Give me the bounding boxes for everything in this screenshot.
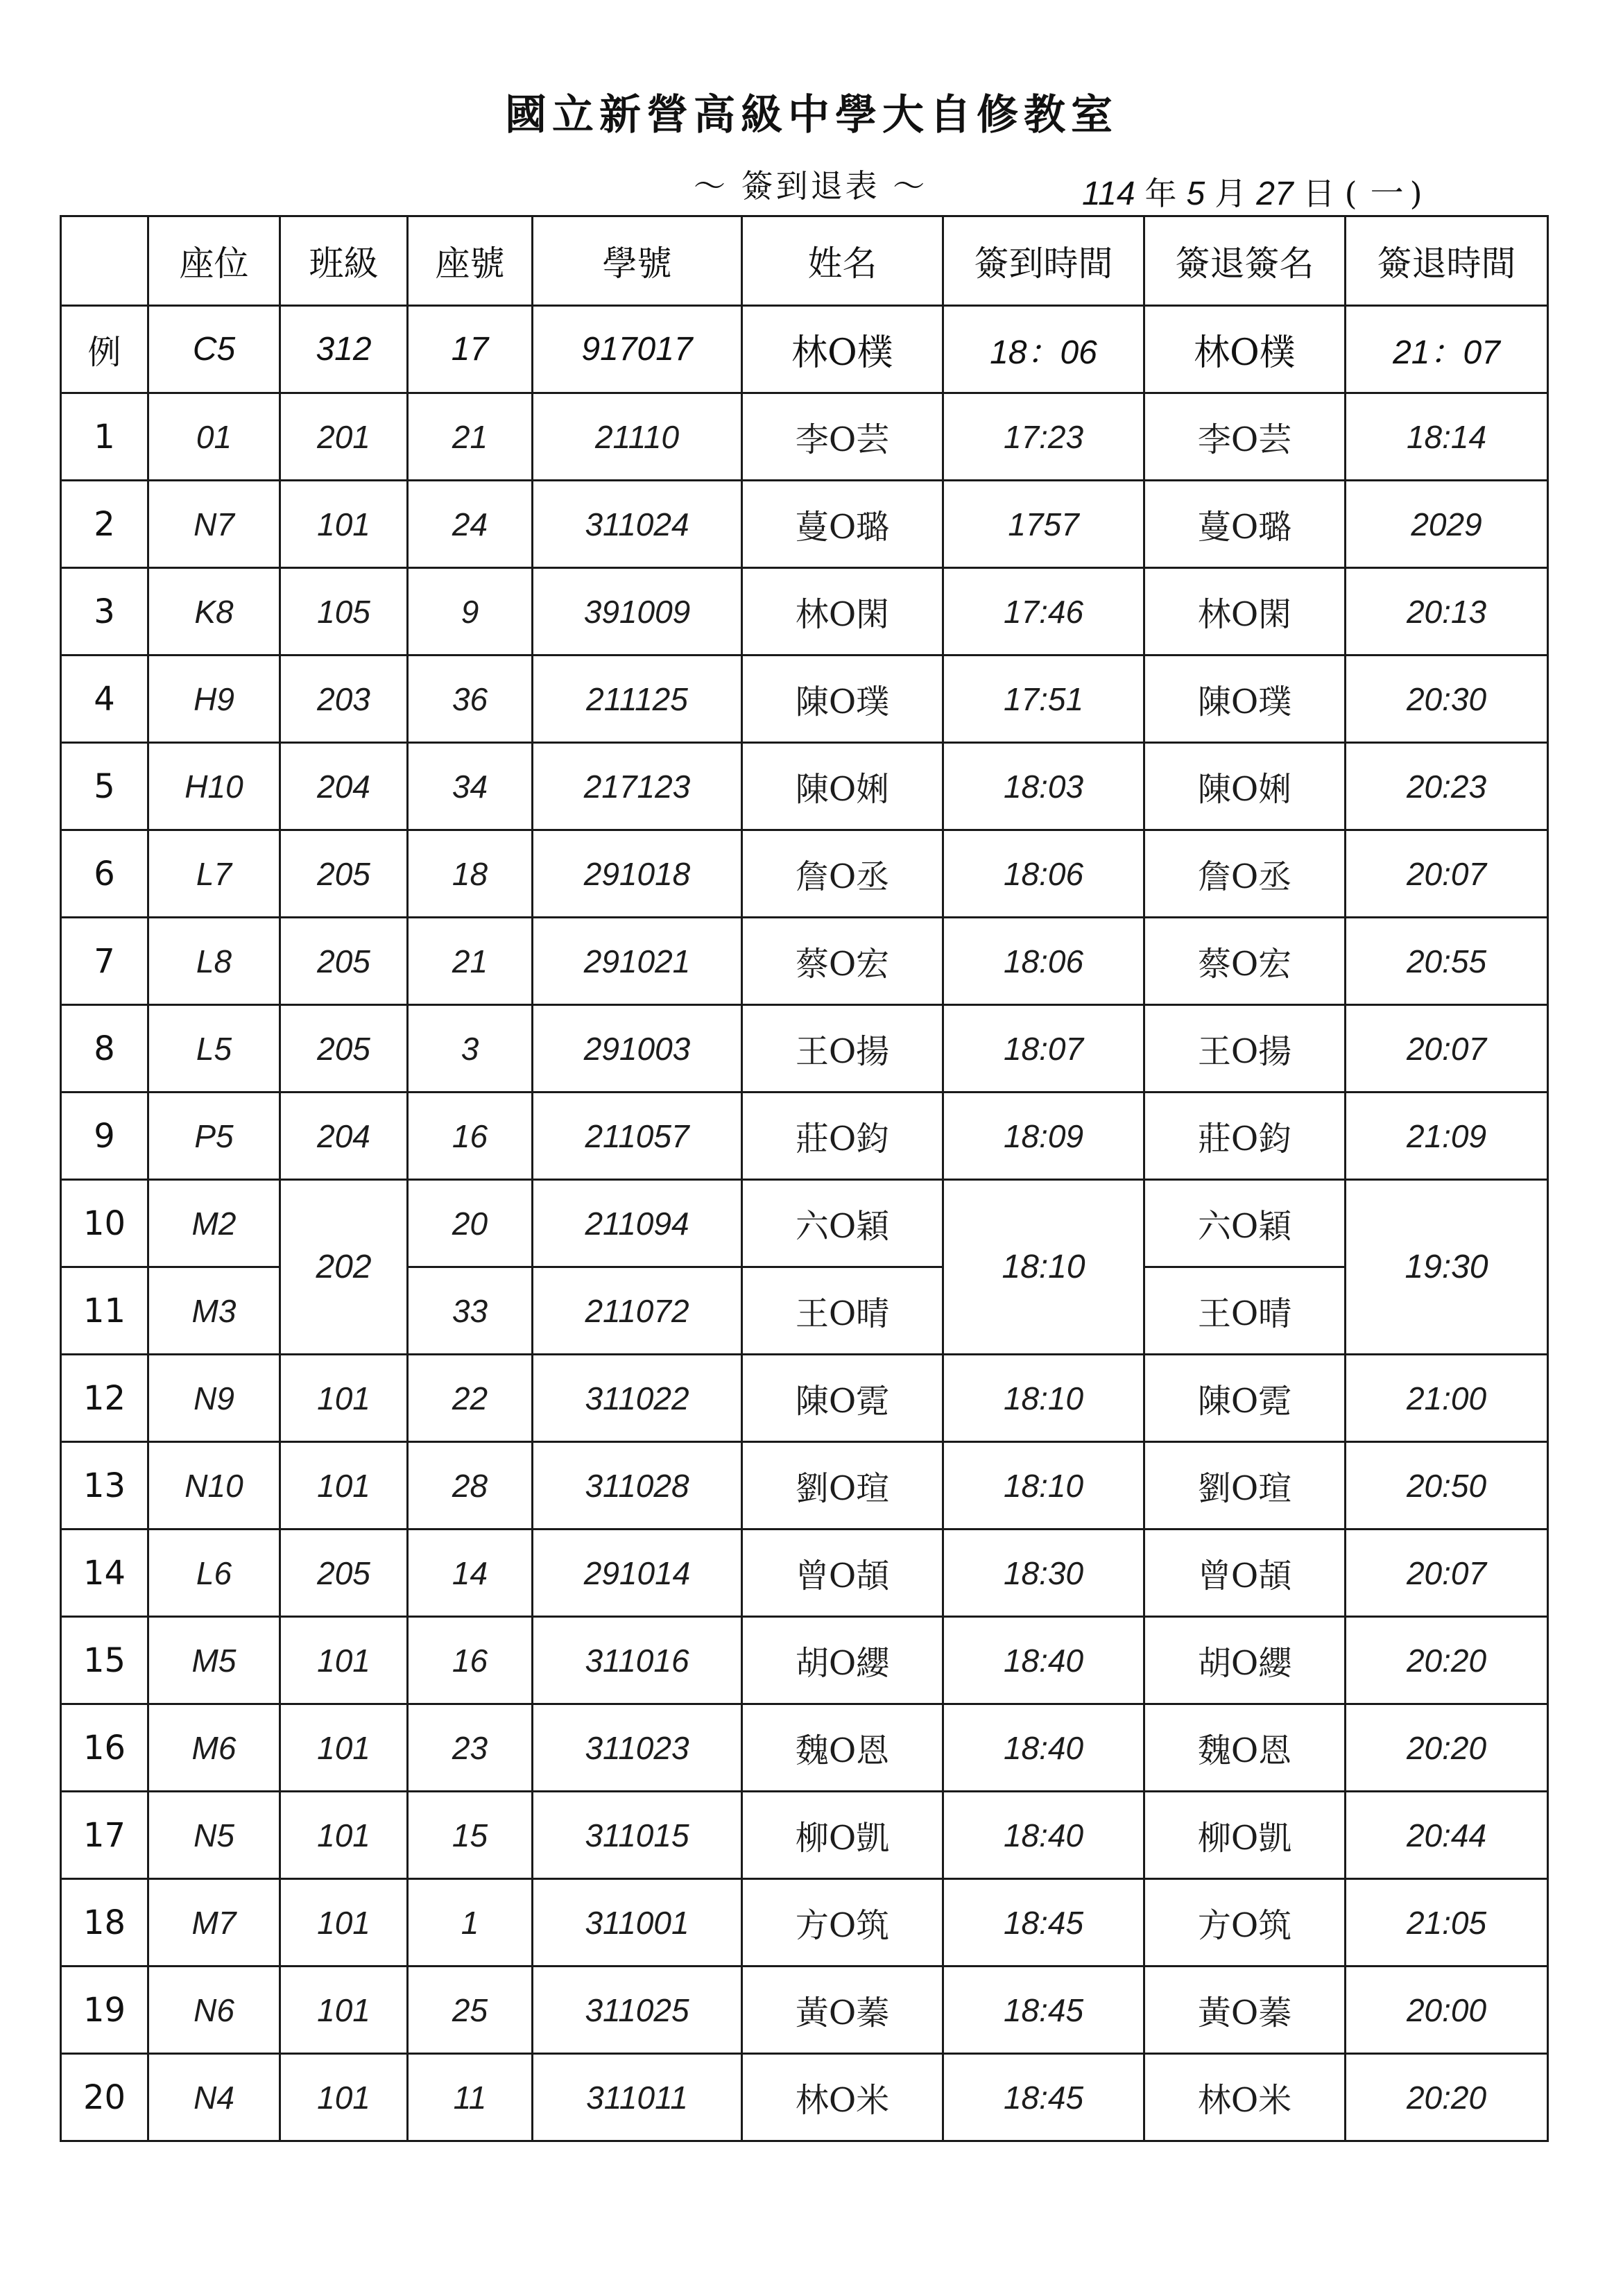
name-cell: 王O晴 [742,1267,943,1355]
sign-in-time-cell: 18:09 [943,1093,1144,1180]
sign-out-time-cell: 21:09 [1346,1093,1548,1180]
table-row [61,481,1548,568]
seat-no-cell: 20 [408,1180,533,1267]
class-cell: 204 [280,1093,408,1180]
sign-in-time-cell: 18:06 [943,918,1144,1005]
row-number: 10 [61,1180,148,1267]
name-cell: 李O芸 [742,393,943,481]
class-cell: 205 [280,1530,408,1617]
seat-cell: H9 [148,656,280,743]
name-cell: 柳O凱 [742,1792,943,1879]
sign-in-time-cell: 1757 [943,481,1144,568]
student-id-cell: 211094 [533,1180,742,1267]
seat-cell: M2 [148,1180,280,1267]
seat-cell: M7 [148,1879,280,1967]
seat-cell: P5 [148,1093,280,1180]
sign-in-time-cell: 17:46 [943,568,1144,656]
seat-no-cell: 11 [408,2054,533,2141]
name-cell: 陳O璞 [742,656,943,743]
table-row [61,393,1548,481]
sign-out-time-cell: 20:07 [1346,1005,1548,1093]
row-number: 9 [61,1093,148,1180]
class-cell: 205 [280,830,408,918]
name-cell: 胡O纓 [742,1617,943,1704]
sign-out-name-cell: 陳O娳 [1144,743,1346,830]
sign-out-name-cell: 黃O蓁 [1144,1967,1346,2054]
row-number: 20 [61,2054,148,2141]
sign-in-time-cell: 18:45 [943,1879,1144,1967]
sign-out-time-cell: 18:14 [1346,393,1548,481]
example-sign-out: 21：07 [1346,306,1548,393]
name-cell: 詹O丞 [742,830,943,918]
date-weekday-close: ) [1409,175,1423,212]
seat-cell: K8 [148,568,280,656]
seat-cell: M5 [148,1617,280,1704]
date-day-label: 日 [1303,175,1335,212]
col-header-sign-in-time: 簽到時間 [943,216,1144,306]
row-number: 3 [61,568,148,656]
class-cell-merged: 202 [280,1180,408,1355]
sign-out-name-cell: 陳O霓 [1144,1355,1346,1442]
sign-out-name-cell: 陳O璞 [1144,656,1346,743]
sign-out-name-cell: 方O筑 [1144,1879,1346,1967]
seat-cell: N9 [148,1355,280,1442]
seat-cell: M6 [148,1704,280,1792]
sign-out-time-cell: 2029 [1346,481,1548,568]
sign-in-time-cell: 18:45 [943,2054,1144,2141]
seat-cell: L5 [148,1005,280,1093]
seat-no-cell: 23 [408,1704,533,1792]
sign-in-table [60,215,1549,2142]
sign-out-time-cell: 20:00 [1346,1967,1548,2054]
sign-out-name-cell: 劉O瑄 [1144,1442,1346,1530]
table-row [61,1005,1548,1093]
name-cell: 林O米 [742,2054,943,2141]
student-id-cell: 291021 [533,918,742,1005]
class-cell: 101 [280,1879,408,1967]
sign-out-name-cell: 蔡O宏 [1144,918,1346,1005]
date-year-label: 年 [1144,175,1177,212]
student-id-cell: 291018 [533,830,742,918]
name-cell: 蔓O璐 [742,481,943,568]
col-header-name: 姓名 [742,216,943,306]
sign-in-time-cell: 18:40 [943,1792,1144,1879]
table-row [61,1617,1548,1704]
seat-cell: M3 [148,1267,280,1355]
table-row [61,1093,1548,1180]
sign-in-time-cell: 18:10 [943,1355,1144,1442]
row-number: 19 [61,1967,148,2054]
sign-out-name-cell: 林O米 [1144,2054,1346,2141]
row-number: 6 [61,830,148,918]
class-cell: 105 [280,568,408,656]
table-row [61,1180,1548,1267]
name-cell: 曾O頡 [742,1530,943,1617]
date-month: 5 [1186,175,1205,212]
sign-out-time-cell: 20:20 [1346,1704,1548,1792]
col-header-sign-out-time: 簽退時間 [1346,216,1548,306]
row-number: 1 [61,393,148,481]
seat-no-cell: 14 [408,1530,533,1617]
example-seat-no: 17 [408,306,533,393]
class-cell: 204 [280,743,408,830]
class-cell: 101 [280,1355,408,1442]
seat-cell: N5 [148,1792,280,1879]
student-id-cell: 311015 [533,1792,742,1879]
seat-cell: L8 [148,918,280,1005]
row-number: 12 [61,1355,148,1442]
class-cell: 101 [280,1442,408,1530]
sign-out-name-cell: 李O芸 [1144,393,1346,481]
seat-no-cell: 9 [408,568,533,656]
class-cell: 101 [280,481,408,568]
date-month-label: 月 [1214,175,1247,212]
table-row [61,1879,1548,1967]
sign-out-name-cell: 曾O頡 [1144,1530,1346,1617]
student-id-cell: 311024 [533,481,742,568]
date-weekday-open: ( [1344,175,1357,212]
seat-cell: N4 [148,2054,280,2141]
row-number: 16 [61,1704,148,1792]
class-cell: 101 [280,1967,408,2054]
seat-no-cell: 3 [408,1005,533,1093]
sign-out-time-cell-merged: 19:30 [1346,1180,1548,1355]
sign-out-name-cell: 王O晴 [1144,1267,1346,1355]
student-id-cell: 311025 [533,1967,742,2054]
class-cell: 101 [280,1792,408,1879]
sign-in-time-cell: 17:23 [943,393,1144,481]
student-id-cell: 311011 [533,2054,742,2141]
name-cell: 黃O蓁 [742,1967,943,2054]
seat-no-cell: 34 [408,743,533,830]
table-row [61,918,1548,1005]
table-row [61,1967,1548,2054]
table-row [61,1704,1548,1792]
sign-in-time-cell: 17:51 [943,656,1144,743]
name-cell: 魏O恩 [742,1704,943,1792]
seat-no-cell: 24 [408,481,533,568]
student-id-cell: 311028 [533,1442,742,1530]
sign-out-time-cell: 20:20 [1346,2054,1548,2141]
seat-no-cell: 16 [408,1093,533,1180]
sign-in-time-cell: 18:06 [943,830,1144,918]
example-name: 林O樸 [742,306,943,393]
example-student-id: 917017 [533,306,742,393]
sign-out-time-cell: 20:07 [1346,830,1548,918]
sign-out-time-cell: 20:55 [1346,918,1548,1005]
example-sign-in: 18：06 [943,306,1144,393]
student-id-cell: 211072 [533,1267,742,1355]
sign-out-time-cell: 20:13 [1346,568,1548,656]
col-header-sign-out-name: 簽退簽名 [1144,216,1346,306]
seat-cell: L6 [148,1530,280,1617]
name-cell: 王O揚 [742,1005,943,1093]
sign-in-time-cell: 18:03 [943,743,1144,830]
student-id-cell: 211125 [533,656,742,743]
class-cell: 101 [280,1704,408,1792]
class-cell: 201 [280,393,408,481]
name-cell: 莊O鈞 [742,1093,943,1180]
row-number: 8 [61,1005,148,1093]
class-cell: 101 [280,1617,408,1704]
sign-out-name-cell: 魏O恩 [1144,1704,1346,1792]
example-class: 312 [280,306,408,393]
sign-out-name-cell: 胡O纓 [1144,1617,1346,1704]
sign-out-name-cell: 莊O鈞 [1144,1093,1346,1180]
seat-no-cell: 25 [408,1967,533,2054]
seat-cell: N6 [148,1967,280,2054]
name-cell: 陳O霓 [742,1355,943,1442]
row-number: 7 [61,918,148,1005]
sign-out-name-cell: 詹O丞 [1144,830,1346,918]
table-row [61,568,1548,656]
table-row [61,1442,1548,1530]
sign-out-time-cell: 20:23 [1346,743,1548,830]
sign-out-time-cell: 21:05 [1346,1879,1548,1967]
sign-out-time-cell: 20:50 [1346,1442,1548,1530]
table-row [61,830,1548,918]
name-cell: 林O閑 [742,568,943,656]
sign-out-name-cell: 王O揚 [1144,1005,1346,1093]
sign-out-time-cell: 21:00 [1346,1355,1548,1442]
sign-out-name-cell: 六O穎 [1144,1180,1346,1267]
sign-out-name-cell: 蔓O璐 [1144,481,1346,568]
col-header-seat: 座位 [148,216,280,306]
row-number: 4 [61,656,148,743]
row-number: 11 [61,1267,148,1355]
header-row [61,216,1548,306]
row-number: 14 [61,1530,148,1617]
example-label: 例 [61,306,148,393]
date-day: 27 [1256,175,1294,212]
table-row [61,1792,1548,1879]
seat-no-cell: 21 [408,918,533,1005]
col-header-index [61,216,148,306]
table-row [61,743,1548,830]
seat-no-cell: 21 [408,393,533,481]
sign-in-time-cell-merged: 18:10 [943,1180,1144,1355]
class-cell: 203 [280,656,408,743]
seat-cell: 01 [148,393,280,481]
sign-out-name-cell: 林O閑 [1144,568,1346,656]
col-header-seat-no: 座號 [408,216,533,306]
example-seat: C5 [148,306,280,393]
date-year: 114 [1082,175,1135,212]
table-row [61,656,1548,743]
sign-in-time-cell: 18:10 [943,1442,1144,1530]
col-header-student-id: 學號 [533,216,742,306]
name-cell: 六O穎 [742,1180,943,1267]
sign-in-time-cell: 18:40 [943,1704,1144,1792]
student-id-cell: 217123 [533,743,742,830]
seat-no-cell: 22 [408,1355,533,1442]
sign-in-time-cell: 18:45 [943,1967,1144,2054]
name-cell: 方O筑 [742,1879,943,1967]
page-title: 國立新營高級中學大自修教室 [505,91,1118,139]
seat-no-cell: 15 [408,1792,533,1879]
sign-out-time-cell: 20:44 [1346,1792,1548,1879]
table-row [61,1355,1548,1442]
row-number: 18 [61,1879,148,1967]
col-header-class: 班級 [280,216,408,306]
student-id-cell: 311001 [533,1879,742,1967]
sheet-subtitle: ～ 簽到退表 ～ [694,167,928,205]
seat-no-cell: 18 [408,830,533,918]
student-id-cell: 291003 [533,1005,742,1093]
name-cell: 劉O瑄 [742,1442,943,1530]
table-row [61,2054,1548,2141]
sign-out-time-cell: 20:20 [1346,1617,1548,1704]
seat-no-cell: 28 [408,1442,533,1530]
seat-cell: N7 [148,481,280,568]
class-cell: 101 [280,2054,408,2141]
sign-in-time-cell: 18:07 [943,1005,1144,1093]
sign-out-time-cell: 20:30 [1346,656,1548,743]
row-number: 17 [61,1792,148,1879]
row-number: 2 [61,481,148,568]
sign-in-time-cell: 18:30 [943,1530,1144,1617]
class-cell: 205 [280,918,408,1005]
date-weekday: 一 [1366,175,1400,212]
seat-cell: H10 [148,743,280,830]
example-sign-out-name: 林O樸 [1144,306,1346,393]
student-id-cell: 311023 [533,1704,742,1792]
sign-out-name-cell: 柳O凱 [1144,1792,1346,1879]
student-id-cell: 391009 [533,568,742,656]
seat-cell: N10 [148,1442,280,1530]
student-id-cell: 211057 [533,1093,742,1180]
student-id-cell: 311022 [533,1355,742,1442]
seat-no-cell: 16 [408,1617,533,1704]
sign-out-time-cell: 20:07 [1346,1530,1548,1617]
student-id-cell: 311016 [533,1617,742,1704]
name-cell: 陳O娳 [742,743,943,830]
seat-no-cell: 33 [408,1267,533,1355]
date-line [1082,166,1423,214]
seat-no-cell: 36 [408,656,533,743]
class-cell: 205 [280,1005,408,1093]
seat-cell: L7 [148,830,280,918]
name-cell: 蔡O宏 [742,918,943,1005]
student-id-cell: 21110 [533,393,742,481]
seat-no-cell: 1 [408,1879,533,1967]
row-number: 13 [61,1442,148,1530]
student-id-cell: 291014 [533,1530,742,1617]
sign-in-time-cell: 18:40 [943,1617,1144,1704]
table-row [61,1530,1548,1617]
row-number: 5 [61,743,148,830]
row-number: 15 [61,1617,148,1704]
example-row [61,306,1548,393]
